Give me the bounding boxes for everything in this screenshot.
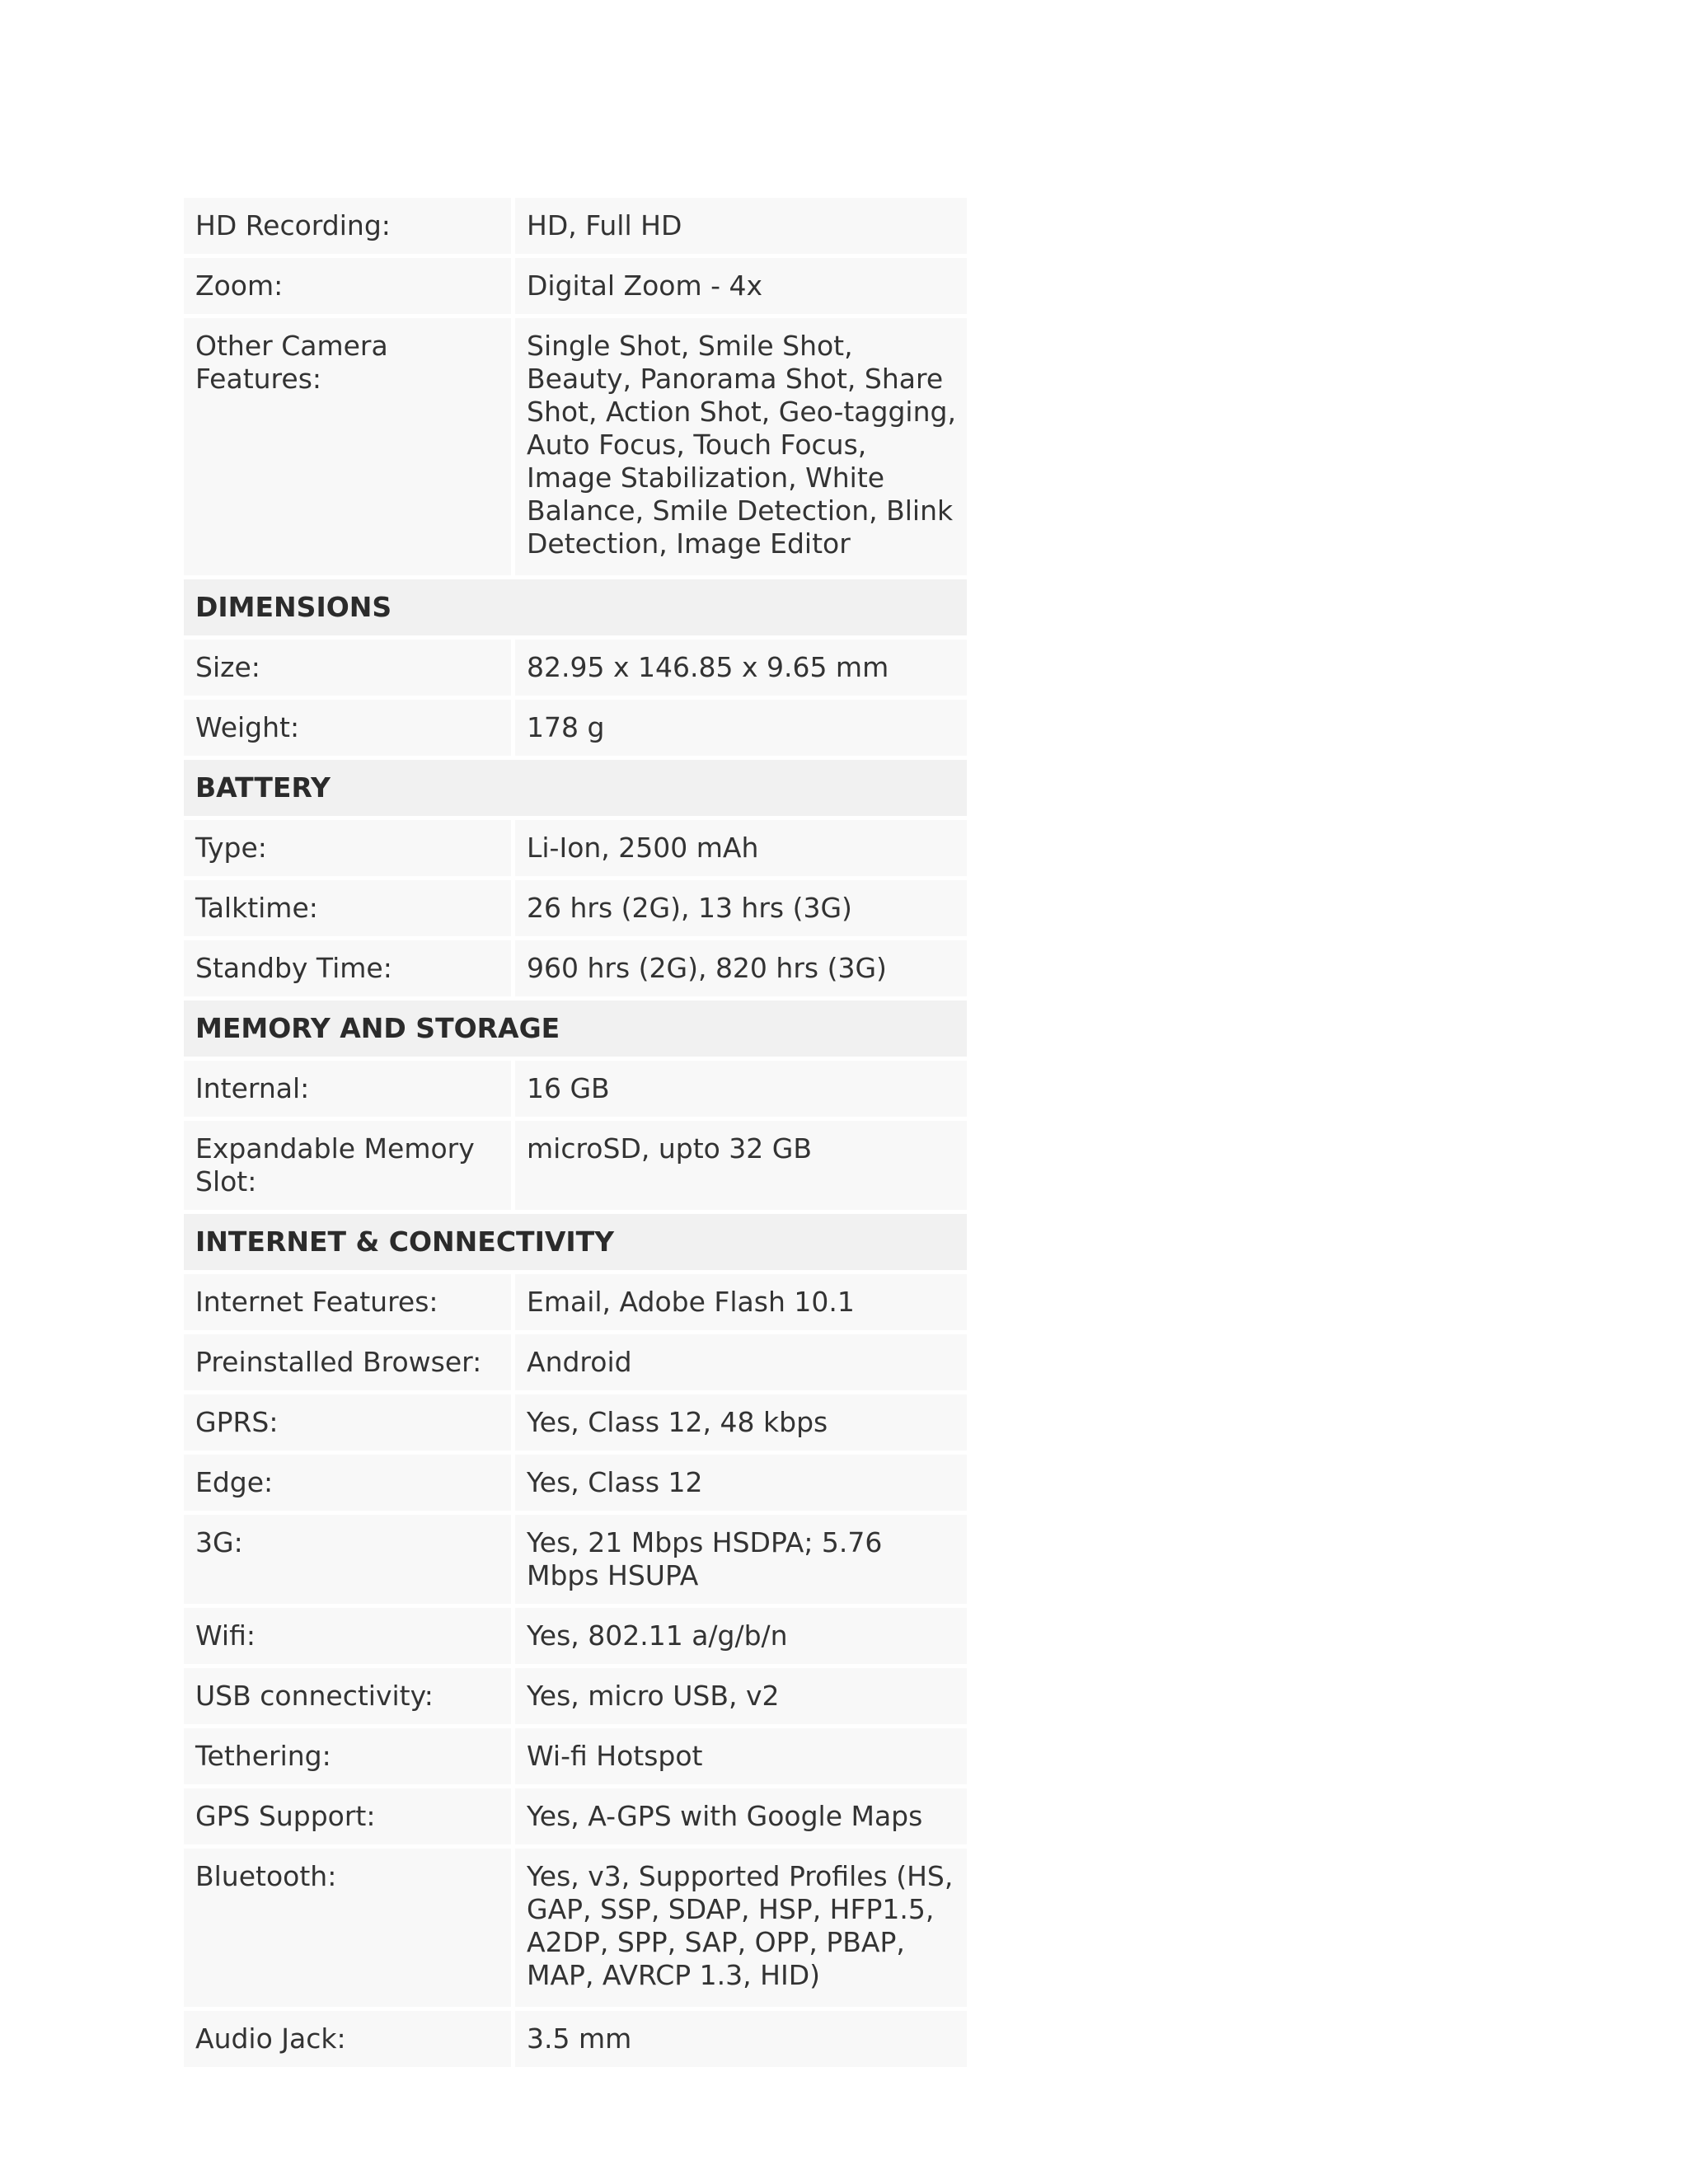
spec-row: [184, 640, 967, 696]
spec-value: microSD, upto 32 GB: [511, 1121, 967, 1210]
spec-value: Digital Zoom - 4x: [511, 258, 967, 314]
spec-table: [184, 194, 967, 2071]
spec-label: Preinstalled Browser:: [184, 1334, 511, 1390]
spec-table-body: [184, 198, 967, 2067]
spec-label: 3G:: [184, 1515, 511, 1604]
spec-value: Yes, micro USB, v2: [511, 1668, 967, 1724]
spec-value: 3.5 mm: [511, 2011, 967, 2067]
spec-row: [184, 1849, 967, 2007]
spec-label: Wifi:: [184, 1608, 511, 1664]
spec-label: Edge:: [184, 1455, 511, 1511]
spec-value: Yes, 21 Mbps HSDPA; 5.76 Mbps HSUPA: [511, 1515, 967, 1604]
spec-label: Talktime:: [184, 880, 511, 936]
section-title: BATTERY: [184, 760, 967, 816]
section-title: DIMENSIONS: [184, 579, 967, 635]
spec-row: [184, 940, 967, 996]
spec-row: [184, 820, 967, 876]
spec-value: Wi-fi Hotspot: [511, 1728, 967, 1784]
spec-label: Type:: [184, 820, 511, 876]
spec-label: Size:: [184, 640, 511, 696]
spec-label: Audio Jack:: [184, 2011, 511, 2067]
spec-value: Yes, Class 12, 48 kbps: [511, 1394, 967, 1451]
spec-label: Internet Features:: [184, 1274, 511, 1330]
section-header-dimensions: [184, 579, 967, 635]
spec-row: [184, 1274, 967, 1330]
section-header-connectivity: [184, 1214, 967, 1270]
spec-value: Yes, v3, Supported Profiles (HS, GAP, SSP, SDAP, HSP, HFP1.5, A2DP, SPP, SAP, OPP, PBAP, MAP, AVRCP 1.3, HID): [511, 1849, 967, 2007]
spec-value: Li-Ion, 2500 mAh: [511, 820, 967, 876]
spec-label: HD Recording:: [184, 198, 511, 254]
spec-row: [184, 1334, 967, 1390]
spec-row: [184, 1455, 967, 1511]
spec-row: [184, 1608, 967, 1664]
spec-row: [184, 1121, 967, 1210]
section-header-battery: [184, 760, 967, 816]
spec-label: Internal:: [184, 1061, 511, 1117]
spec-label: Expandable Memory Slot:: [184, 1121, 511, 1210]
spec-row: [184, 1061, 967, 1117]
spec-row: [184, 1394, 967, 1451]
spec-value: Android: [511, 1334, 967, 1390]
spec-label: Tethering:: [184, 1728, 511, 1784]
spec-row: [184, 198, 967, 254]
spec-label: GPRS:: [184, 1394, 511, 1451]
spec-label: Standby Time:: [184, 940, 511, 996]
spec-value: 16 GB: [511, 1061, 967, 1117]
spec-row: [184, 318, 967, 575]
spec-value: HD, Full HD: [511, 198, 967, 254]
spec-row: [184, 1728, 967, 1784]
spec-value: 26 hrs (2G), 13 hrs (3G): [511, 880, 967, 936]
spec-row: [184, 880, 967, 936]
spec-label: USB connectivity:: [184, 1668, 511, 1724]
spec-value: 960 hrs (2G), 820 hrs (3G): [511, 940, 967, 996]
spec-label: Bluetooth:: [184, 1849, 511, 2007]
spec-row: [184, 2011, 967, 2067]
section-title: INTERNET & CONNECTIVITY: [184, 1214, 967, 1270]
spec-label: Zoom:: [184, 258, 511, 314]
spec-value: Single Shot, Smile Shot, Beauty, Panorama Shot, Share Shot, Action Shot, Geo-tagging, Auto Focus, Touch Focus, Image Stabilization, White Balance, Smile Detection, Blink Detection, Image Editor: [511, 318, 967, 575]
spec-row: [184, 258, 967, 314]
section-title: MEMORY AND STORAGE: [184, 1001, 967, 1057]
spec-row: [184, 1668, 967, 1724]
spec-label: Weight:: [184, 700, 511, 756]
spec-value: Yes, 802.11 a/g/b/n: [511, 1608, 967, 1664]
spec-value: 178 g: [511, 700, 967, 756]
section-header-memory: [184, 1001, 967, 1057]
spec-row: [184, 700, 967, 756]
spec-value: Yes, A-GPS with Google Maps: [511, 1788, 967, 1844]
spec-value: Email, Adobe Flash 10.1: [511, 1274, 967, 1330]
spec-value: Yes, Class 12: [511, 1455, 967, 1511]
spec-row: [184, 1788, 967, 1844]
spec-value: 82.95 x 146.85 x 9.65 mm: [511, 640, 967, 696]
spec-row: [184, 1515, 967, 1604]
spec-label: Other Camera Features:: [184, 318, 511, 575]
spec-label: GPS Support:: [184, 1788, 511, 1844]
